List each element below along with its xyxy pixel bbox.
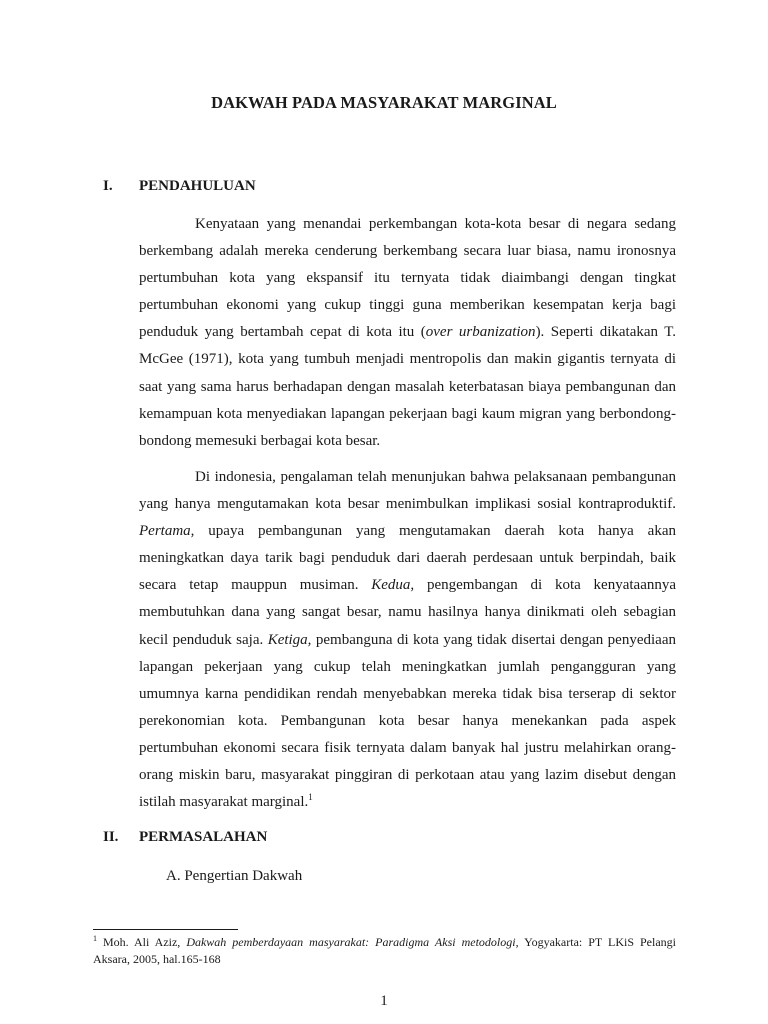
document-title: DAKWAH PADA MASYARAKAT MARGINAL bbox=[211, 93, 557, 112]
footnote-marker: 1 bbox=[93, 934, 97, 943]
footnote-book-title: Dakwah pemberdayaan masyarakat: Paradigma Aksi metodologi bbox=[186, 935, 516, 949]
footnote-reference[interactable]: 1 bbox=[308, 792, 313, 803]
paragraph-2-italic-kedua: Kedua, bbox=[371, 577, 415, 594]
paragraph-2-italic-pertama: Pertama, bbox=[139, 523, 195, 540]
paragraph-1-text-2: ). Seperti dikatakan T. McGee (1971), kota yang tumbuh menjadi mentropolis dan makin gigantis ternyata di saat yang sama harus berhadapan dengan masalah keterbatasan biaya pembangunan dan kemampuan kota menyediakan lapangan pekerjaan bagi kaum migran yang berbondong-bondong memesuki berbagai kota besar. bbox=[139, 324, 676, 449]
paragraph-2 bbox=[139, 464, 676, 816]
footnote bbox=[93, 934, 676, 968]
section-1-number: I. bbox=[103, 178, 113, 194]
paragraph-2-text-4: pembanguna di kota yang tidak disertai dengan penyediaan lapangan pekerjaan yang cukup telah meningkatkan jumlah pengangguran yang umumnya karna pendidikan rendah menyebabkan mereka tidak bisa terserap di sektor perekonomian kota. Pembangunan kota besar hanya menekankan pada aspek pertumbuhan ekonomi secara fisik ternyata dalam banyak hal justru melahirkan orang-orang miskin baru, masyarakat pinggiran di perkotaan atau yang lazim disebut dengan istilah masyarakat marginal. bbox=[139, 631, 676, 811]
footnote-divider bbox=[93, 929, 238, 930]
footnote-text-2: , Yogyakarta: PT LKiS Pelangi Aksara, 2005, hal.165-168 bbox=[93, 935, 676, 966]
subsection-heading: A. Pengertian Dakwah bbox=[166, 868, 303, 884]
paragraph-1 bbox=[139, 211, 676, 455]
page-number: 1 bbox=[380, 993, 388, 1009]
paragraph-2-text-3: pengembangan di kota kenyataannya membutuhkan dana yang sangat besar, namu hasilnya hanya dinikmati oleh sebagian kecil penduduk saja. bbox=[139, 577, 677, 648]
section-2-number: II. bbox=[103, 829, 119, 845]
section-1-title: PENDAHULUAN bbox=[139, 178, 256, 194]
paragraph-1-text-1: Kenyataan yang menandai perkembangan kota-kota besar di negara sedang berkembang adalah mereka cenderung berkembang secara luar biasa, namu ironosnya pertumbuhan kota yang ekspansif itu ternyata tidak diaimbangi dengan tingkat pertumbuhan ekonomi yang cukup tinggi guna memberikan kesempatan kerja bagi penduduk yang bertambah cepat di kota itu ( bbox=[139, 216, 676, 341]
paragraph-2-text-1: Di indonesia, pengalaman telah menunjukan bahwa pelaksanaan pembangunan yang hanya mengutamakan kota besar menimbulkan implikasi sosial kontraproduktif. bbox=[139, 469, 676, 513]
paragraph-2-italic-ketiga: Ketiga, bbox=[267, 631, 312, 648]
footnote-text-1: Moh. Ali Aziz, bbox=[97, 935, 187, 949]
paragraph-1-italic-term: over urbanization bbox=[425, 324, 536, 341]
paragraph-2-text-2: upaya pembangunan yang mengutamakan daerah kota hanya akan meningkatkan daya tarik bagi penduduk dari daerah perdesaan untuk berpindah, baik secara tetap mauppun musiman. bbox=[139, 523, 676, 594]
section-2-title: PERMASALAHAN bbox=[139, 829, 268, 845]
